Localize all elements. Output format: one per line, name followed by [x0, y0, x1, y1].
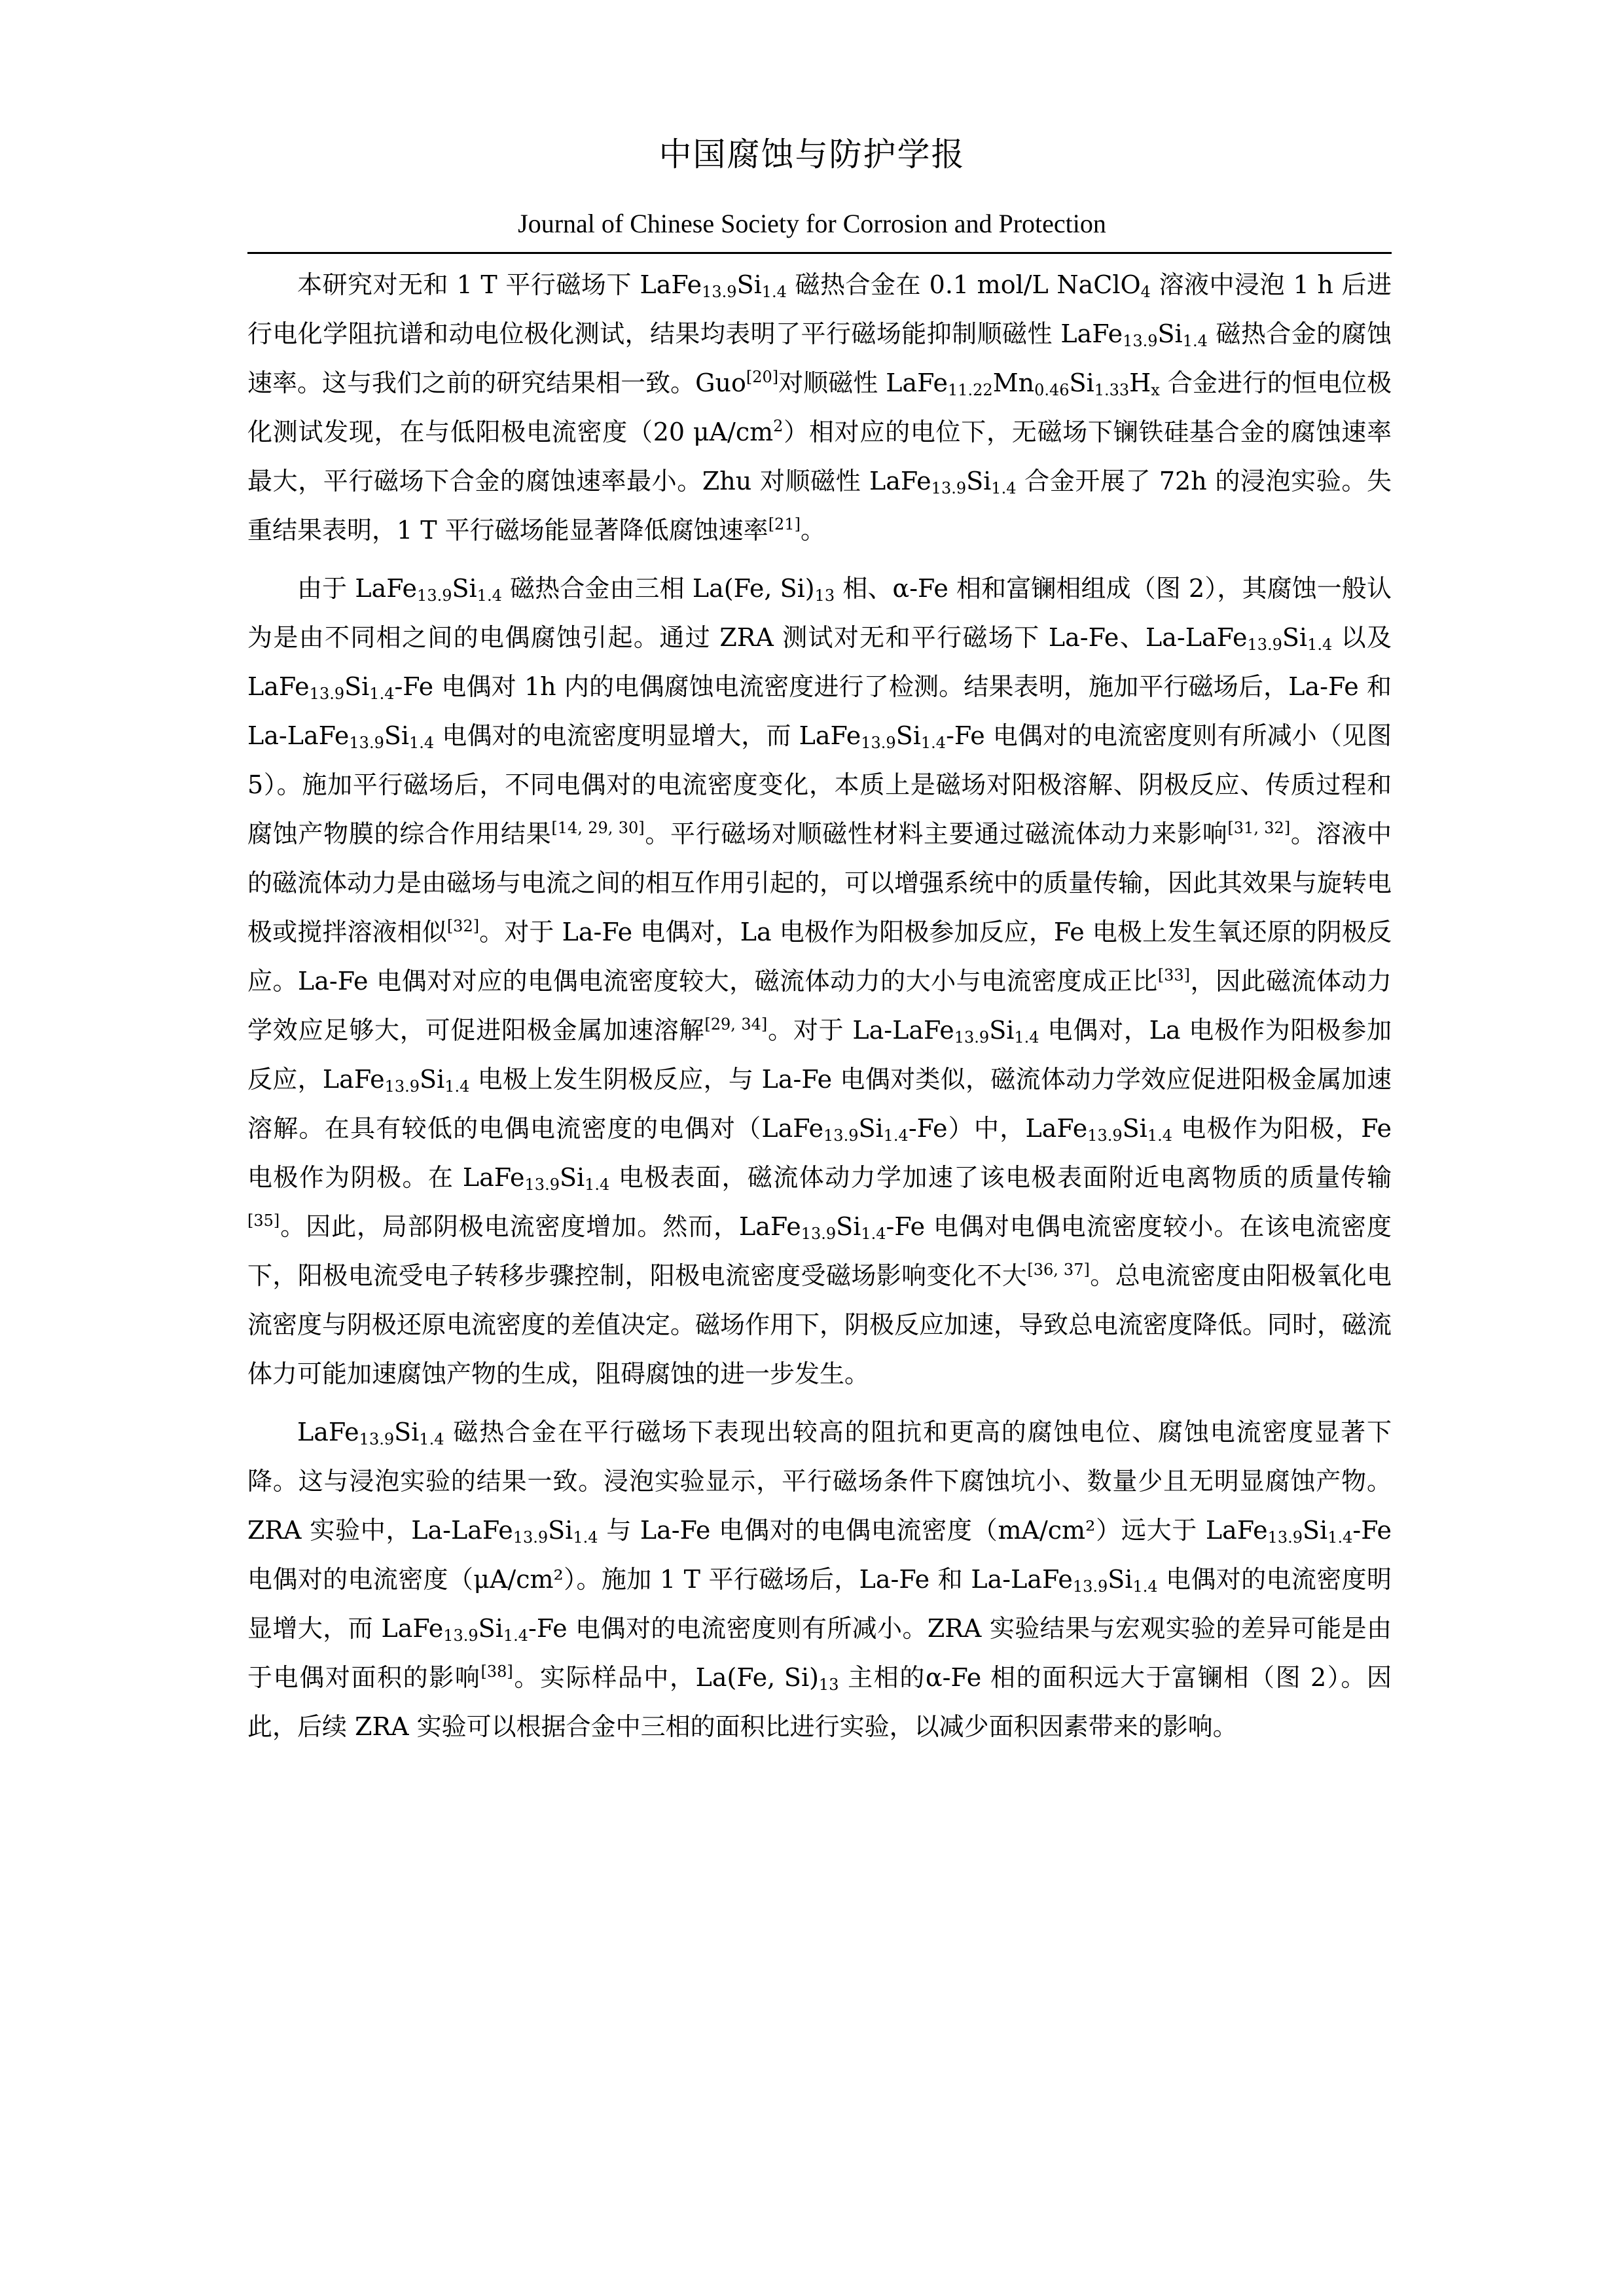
subscript-text: 1.4: [477, 586, 502, 605]
text-run: -Fe 电偶对的电流密度（μA/cm²）。施加 1 T 平行磁场后，La-Fe 和 La-LaFe: [247, 1516, 1392, 1594]
text-run: 磁热合金在平行磁场下表现出较高的阻抗和更高的腐蚀电位、腐蚀电流密度显著下降。这与浸泡实验的结果一致。浸泡实验显示，平行磁场条件下腐蚀坑小、数量少且无明显腐蚀产物。ZRA 实验中，La-LaFe: [247, 1418, 1392, 1545]
superscript-text: [20]: [746, 368, 779, 386]
text-run: Si: [478, 1614, 503, 1643]
text-run: 。溶液中的磁流体动力是由磁场与电流之间的相互作用引起的，可以增强系统中的质量传输，因此其效果与旋转电极或搅拌溶液相似: [247, 819, 1392, 946]
superscript-text: 2: [773, 417, 784, 435]
text-run: 。对于 La-Fe 电偶对，La 电极作为阳极参加反应，Fe 电极上发生氧还原的阴极反应。La-Fe 电偶对对应的电偶电流密度较大，磁流体动力的大小与电流密度成正比: [247, 918, 1392, 996]
subscript-text: 13: [814, 586, 835, 605]
superscript-text: [29, 34]: [704, 1015, 768, 1033]
text-run: 合金进行的恒电位极化测试发现，在与低阳极电流密度（20 μA/cm: [247, 368, 1392, 446]
text-run: 磁热合金的腐蚀速率。这与我们之前的研究结果相一致。Guo: [247, 319, 1392, 397]
subscript-text: 13.9: [309, 685, 345, 703]
subscript-text: 13.9: [1247, 636, 1282, 654]
subscript-text: 0.46: [1034, 381, 1070, 399]
text-run: Mn: [992, 368, 1035, 397]
subscript-text: 1.4: [1307, 636, 1333, 654]
text-run: Si: [1157, 319, 1183, 348]
subscript-text: 1.4: [1327, 1528, 1353, 1547]
text-run: 电极作为阳极，Fe 电极作为阴极。在 LaFe: [247, 1114, 1392, 1192]
text-run: 与 La-Fe 电偶对的电偶电流密度（mA/cm²）远大于 LaFe: [598, 1516, 1268, 1545]
subscript-text: 1.4: [1147, 1126, 1172, 1145]
header-rule: [247, 252, 1392, 254]
text-run: 电极上发生阴极反应，与 La-Fe 电偶对类似，磁流体动力学效应促进阳极金属加速溶解。在具有较低的电偶电流密度的电偶对（LaFe: [247, 1065, 1392, 1143]
text-run: Si: [966, 467, 992, 495]
subscript-text: 1.4: [573, 1528, 598, 1547]
subscript-text: 13.9: [443, 1626, 478, 1645]
text-run: 。总电流密度由阳极氧化电流密度与阴极还原电流密度的差值决定。磁场作用下，阴极反应加速，导致总电流密度降低。同时，磁流体力可能加速腐蚀产物的生成，阻碍腐蚀的进一步发生。: [247, 1261, 1392, 1388]
text-run: 磁热合金由三相 La(Fe, Si): [501, 574, 815, 603]
subscript-text: 13.9: [1123, 332, 1158, 350]
text-run: -Fe 电偶对电偶电流密度较小。在该电流密度下，阳极电流受电子转移步骤控制，阳极电流密度受磁场影响变化不大: [247, 1212, 1392, 1290]
journal-title-en: Journal of Chinese Society for Corrosion and Protection: [518, 209, 1106, 238]
text-run: -Fe 电偶对的电流密度则有所减小。ZRA 实验结果与宏观实验的差异可能是由于电偶对面积的影响: [247, 1614, 1392, 1692]
paragraph: [247, 564, 1392, 1399]
subscript-text: 13.9: [1267, 1528, 1303, 1547]
text-run: Si: [989, 1016, 1015, 1045]
superscript-text: [32]: [446, 917, 480, 935]
text-run: ，因此磁流体动力学效应足够大，可促进阳极金属加速溶解: [247, 967, 1392, 1045]
text-run: 磁热合金在 0.1 mol/L NaClO: [786, 270, 1141, 299]
subscript-text: 1.4: [883, 1126, 909, 1145]
text-run: Si: [1303, 1516, 1328, 1545]
text-run: Si: [1282, 623, 1308, 652]
subscript-text: 1.4: [761, 283, 787, 301]
text-run: -Fe 电偶对 1h 内的电偶腐蚀电流密度进行了检测。结果表明，施加平行磁场后，La-Fe 和 La-LaFe: [247, 672, 1392, 750]
subscript-text: x: [1151, 381, 1160, 399]
text-run: Si: [394, 1418, 420, 1446]
superscript-text: [14, 29, 30]: [551, 819, 645, 837]
article-body: [247, 260, 1392, 1761]
text-run: 本研究对无和 1 T 平行磁场下 LaFe: [297, 270, 702, 299]
subscript-text: 13.9: [1072, 1577, 1108, 1596]
subscript-text: 1.4: [444, 1077, 470, 1096]
superscript-text: [38]: [480, 1662, 513, 1681]
text-run: Si: [452, 574, 477, 603]
subscript-text: 1.4: [419, 1430, 444, 1448]
text-run: Si: [1108, 1565, 1133, 1594]
subscript-text: 1.4: [1182, 332, 1208, 350]
subscript-text: 13.9: [931, 479, 967, 497]
subscript-text: 13.9: [823, 1126, 859, 1145]
superscript-text: [36, 37]: [1027, 1261, 1090, 1279]
text-run: Si: [895, 721, 921, 750]
paragraph: [247, 1408, 1392, 1751]
subscript-text: 13.9: [359, 1430, 395, 1448]
paragraph: [247, 260, 1392, 555]
text-run: 。: [800, 516, 825, 545]
subscript-text: 1.4: [409, 734, 435, 752]
subscript-text: 13: [818, 1676, 839, 1694]
text-run: 合金开展了 72h 的浸泡实验。失重结果表明，1 T 平行磁场能显著降低腐蚀速率: [247, 467, 1392, 545]
text-run: 对顺磁性 LaFe: [778, 368, 948, 397]
subscript-text: 13.9: [524, 1175, 560, 1194]
text-run: 溶液中浸泡 1 h 后进行电化学阻抗谱和动电位极化测试，结果均表明了平行磁场能抑制顺磁性 LaFe: [247, 270, 1392, 348]
subscript-text: 11.22: [947, 381, 993, 399]
text-run: 。平行磁场对顺磁性材料主要通过磁流体动力来影响: [644, 819, 1228, 848]
subscript-text: 13.9: [349, 734, 384, 752]
text-run: 由于 LaFe: [297, 574, 418, 603]
text-run: Si: [836, 1212, 861, 1241]
text-run: H: [1129, 368, 1151, 397]
text-run: ）相对应的电位下，无磁场下镧铁硅基合金的腐蚀速率最大，平行磁场下合金的腐蚀速率最小。Zhu 对顺磁性 LaFe: [247, 418, 1392, 495]
text-run: -Fe）中，LaFe: [908, 1114, 1088, 1143]
subscript-text: 1.33: [1094, 381, 1130, 399]
text-run: 主相的α-Fe 相的面积远大于富镧相（图 2）。因此，后续 ZRA 实验可以根据合金中三相的面积比进行实验，以减少面积因素带来的影响。: [247, 1663, 1392, 1741]
text-run: 相、α-Fe 相和富镧相组成（图 2），其腐蚀一般认为是由不同相之间的电偶腐蚀引起。通过 ZRA 测试对无和平行磁场下 La-Fe、La-LaFe: [247, 574, 1392, 652]
subscript-text: 13.9: [417, 586, 452, 605]
text-run: 电偶对，La 电极作为阳极参加反应，LaFe: [247, 1016, 1392, 1094]
text-run: Si: [384, 721, 410, 750]
subscript-text: 1.4: [369, 685, 395, 703]
text-run: 电偶对的电流密度明显增大，而 LaFe: [434, 721, 861, 750]
text-run: 电极表面，磁流体动力学加速了该电极表面附近电离物质的质量传输: [609, 1163, 1392, 1192]
subscript-text: 1.4: [920, 734, 947, 752]
text-run: Si: [1069, 368, 1094, 397]
subscript-text: 13.9: [801, 1225, 837, 1243]
subscript-text: 1.4: [1014, 1028, 1039, 1047]
text-run: 。因此，局部阴极电流密度增加。然而，LaFe: [280, 1212, 801, 1241]
text-run: 。对于 La-LaFe: [767, 1016, 954, 1045]
text-run: Si: [1122, 1114, 1147, 1143]
text-run: 以及 LaFe: [247, 623, 1392, 701]
subscript-text: 13.9: [861, 734, 896, 752]
subscript-text: 13.9: [384, 1077, 420, 1096]
subscript-text: 1.4: [991, 479, 1017, 497]
text-run: Si: [420, 1065, 445, 1094]
superscript-text: [33]: [1157, 966, 1190, 984]
text-run: Si: [548, 1516, 573, 1545]
subscript-text: 1.4: [1132, 1577, 1158, 1596]
subscript-text: 13.9: [954, 1028, 990, 1047]
text-run: Si: [736, 270, 762, 299]
text-run: Si: [858, 1114, 884, 1143]
subscript-text: 13.9: [513, 1528, 549, 1547]
superscript-text: [21]: [768, 515, 801, 533]
subscript-text: 1.4: [503, 1626, 529, 1645]
superscript-text: [31, 32]: [1227, 819, 1291, 837]
subscript-text: 1.4: [861, 1225, 886, 1243]
superscript-text: [35]: [247, 1211, 280, 1230]
journal-title-cn: 中国腐蚀与防护学报: [659, 135, 965, 173]
subscript-text: 4: [1140, 283, 1151, 301]
text-run: -Fe 电偶对的电流密度则有所减小（见图 5）。施加平行磁场后，不同电偶对的电流密度变化，本质上是磁场对阳极溶解、阴极反应、传质过程和腐蚀产物膜的综合作用结果: [247, 721, 1392, 848]
text-run: Si: [559, 1163, 585, 1192]
text-run: Si: [344, 672, 370, 701]
text-run: LaFe: [297, 1418, 359, 1446]
subscript-text: 1.4: [585, 1175, 610, 1194]
text-run: 电偶对的电流密度明显增大，而 LaFe: [247, 1565, 1392, 1643]
subscript-text: 13.9: [1087, 1126, 1123, 1145]
subscript-text: 13.9: [702, 283, 737, 301]
text-run: 。实际样品中，La(Fe, Si): [513, 1663, 819, 1692]
